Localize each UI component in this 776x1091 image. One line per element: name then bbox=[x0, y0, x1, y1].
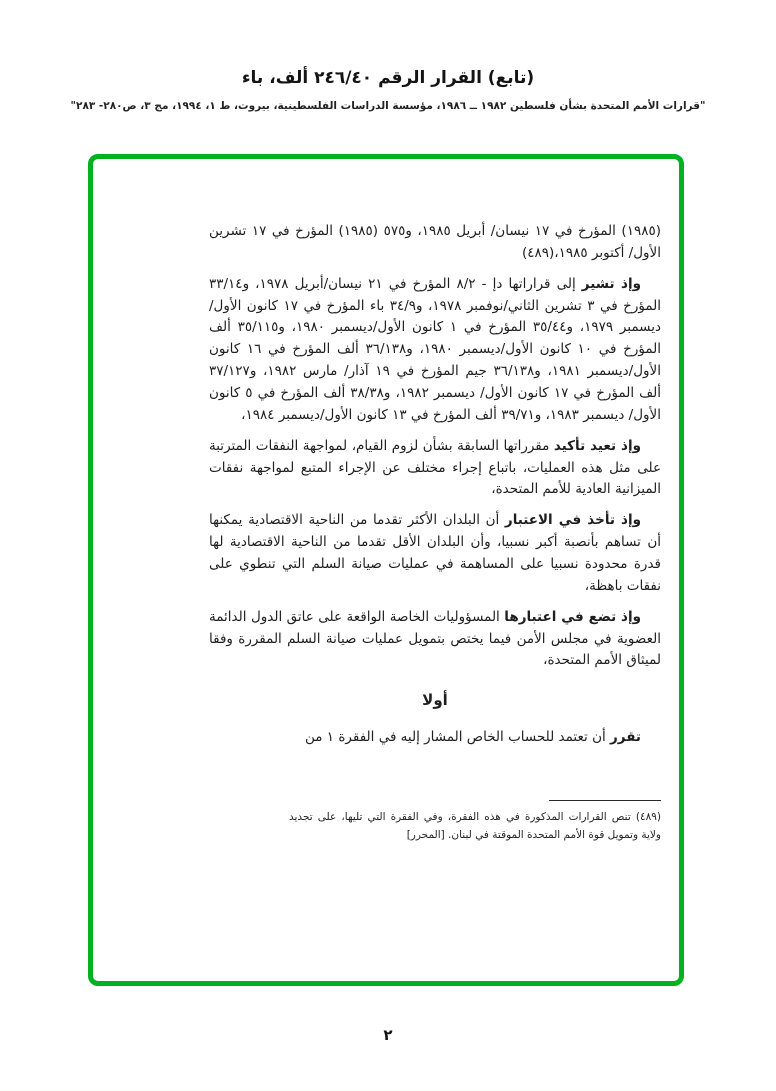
paragraph-lead: وإذ تضع في اعتبارها bbox=[504, 608, 642, 625]
source-citation: "قرارات الأمم المتحدة بشأن فلسطين ١٩٨٢ ــ ١٩٨٦، مؤسسة الدراسات الفلسطينية، بيروت، ط ١، ١٩٩٤، مج ٣، ص٢٨٠- ٢٨٣" bbox=[70, 100, 706, 112]
footnote-text: (٤٨٩) تنص القرارات المذكورة في هذه الفقرة، وفي الفقرة التي تليها، على تجديد ولاية وتمويل قوة الأمم المتحدة الموقتة في لبنان. [المحرر] bbox=[289, 811, 661, 842]
paragraph-text: أن تعتمد للحساب الخاص المشار إليه في الفقرة ١ من bbox=[304, 728, 611, 745]
paragraph-text: أن البلدان الأكثر تقدما من الناحية الاقتصادية يمكنها أن تساهم بأنصبة أكبر نسبيا، وأن البلدان الأقل تقدما من الناحية الاقتصادية لها قدرة محدودة نسبيا على المساهمة في عمليات صيانة السلم التي تنطوي على نفقات باهظة، bbox=[209, 512, 661, 594]
paragraph-text: (١٩٨٥) المؤرخ في ١٧ نيسان/ أبريل ١٩٨٥، و٥٧٥ (١٩٨٥) المؤرخ في ١٧ تشرين الأول/ أكتوبر ١٩٨٥،(٤٨٩) bbox=[209, 223, 661, 261]
paragraph bbox=[209, 436, 661, 502]
page-number: ٢ bbox=[383, 1026, 393, 1044]
decree-paragraph bbox=[209, 727, 661, 749]
paragraph-text: مقرراتها السابقة بشأن لزوم القيام، لمواجهة النفقات المترتبة على مثل هذه العمليات، باتباع إجراء مختلف عن الإجراء المتبع لمواجهة نفقات الميزانية العادية للأمم المتحدة، bbox=[209, 437, 661, 498]
footnote-block bbox=[209, 800, 661, 845]
page-title: (تابع) القرار الرقم ٢٤٦/٤٠ ألف، باء bbox=[241, 68, 535, 88]
footnote-divider bbox=[549, 800, 661, 801]
paragraph-lead: وإذ تأخذ في الاعتبار bbox=[504, 512, 641, 529]
body-text-column bbox=[209, 159, 661, 845]
document-header bbox=[0, 68, 776, 112]
paragraph-lead: وإذ تعيد تأكيد bbox=[553, 437, 641, 454]
paragraph bbox=[209, 607, 661, 673]
section-heading: أولا bbox=[422, 691, 448, 710]
paragraph-text: إلى قراراتها دإ - ٨/٢ المؤرخ في ٢١ نيسان/أبريل ١٩٧٨، و٣٣/١٤ المؤرخ في ٣ تشرين الثاني/نوفمبر ١٩٧٨، و٣٤/٩ باء المؤرخ في ١٧ كانون الأول/ديسمبر ١٩٧٩، و٣٥/٤٤ المؤرخ في ١ كانون الأول/ديسمبر ١٩٨٠، و٣٥/١١٥ ألف المؤرخ في ١٠ كانون الأول/ديسمبر ١٩٨٠، و٣٦/١٣٨ ألف المؤرخ في ١٦ كانون الأول/ديسمبر ١٩٨١، و٣٦/١٣٨ جيم المؤرخ في ١٩ آذار/ مارس ١٩٨٢، و٣٧/١٢٧ ألف المؤرخ في ١٧ كانون الأول/ ديسمبر ١٩٨٢، و٣٨/٣٨ ألف المؤرخ في ٥ كانون الأول/ ديسمبر ١٩٨٣، و٣٩/٧١ ألف المؤرخ في ١٣ كانون الأول/ديسمبر ١٩٨٤، bbox=[209, 275, 662, 423]
paragraph bbox=[209, 221, 661, 265]
paragraph-lead: تقرر bbox=[610, 728, 641, 745]
green-highlight-frame bbox=[88, 154, 684, 986]
paragraph bbox=[209, 510, 661, 597]
paragraph bbox=[209, 274, 661, 427]
paragraph-lead: وإذ تشير bbox=[581, 275, 641, 292]
paragraph-text: المسؤوليات الخاصة الواقعة على عاتق الدول الدائمة العضوية في مجلس الأمن فيما يختص بتمويل عمليات صيانة السلم المقررة وفقا لميثاق الأمم المتحدة، bbox=[209, 608, 661, 669]
